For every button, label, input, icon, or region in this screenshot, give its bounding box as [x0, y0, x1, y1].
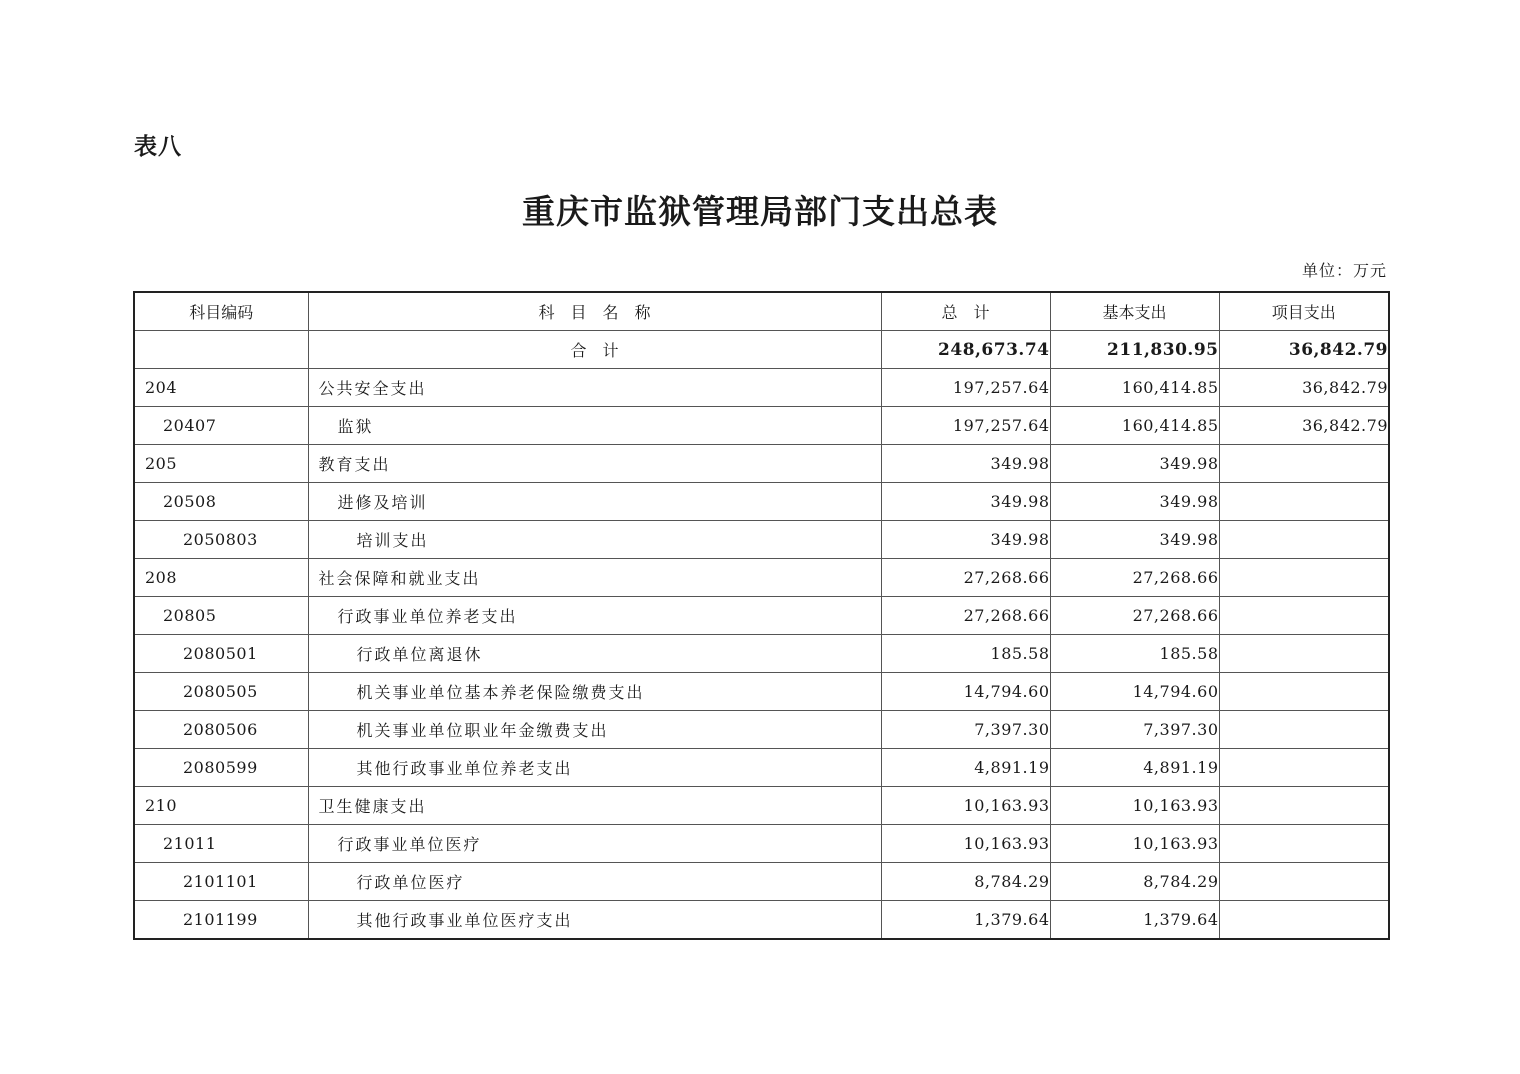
- table-row: [134, 483, 1389, 521]
- row-total: 197,257.64: [881, 407, 1050, 445]
- row-total: 349.98: [881, 445, 1050, 483]
- row-total: 349.98: [881, 483, 1050, 521]
- row-basic: 10,163.93: [1050, 825, 1219, 863]
- row-basic: 349.98: [1050, 445, 1219, 483]
- document-title: 重庆市监狱管理局部门支出总表: [522, 192, 998, 231]
- row-basic: 4,891.19: [1050, 749, 1219, 787]
- table-row: [134, 635, 1389, 673]
- table-row: [134, 711, 1389, 749]
- row-code: 2080501: [134, 635, 308, 673]
- table-row: [134, 825, 1389, 863]
- row-project: [1219, 445, 1389, 483]
- row-total: 10,163.93: [881, 825, 1050, 863]
- row-code: 205: [134, 445, 308, 483]
- row-code: 2101101: [134, 863, 308, 901]
- row-project: [1219, 559, 1389, 597]
- table-label: 表八: [134, 134, 182, 160]
- row-project: [1219, 825, 1389, 863]
- row-basic: 160,414.85: [1050, 407, 1219, 445]
- row-code: 2080506: [134, 711, 308, 749]
- row-total: 7,397.30: [881, 711, 1050, 749]
- table-row: [134, 863, 1389, 901]
- row-project: [1219, 635, 1389, 673]
- row-total: 185.58: [881, 635, 1050, 673]
- row-total: 1,379.64: [881, 901, 1050, 940]
- row-project: 36,842.79: [1219, 369, 1389, 407]
- row-basic: 160,414.85: [1050, 369, 1219, 407]
- table-row: [134, 749, 1389, 787]
- total-row-code: [134, 331, 308, 369]
- row-total: 27,268.66: [881, 597, 1050, 635]
- table-row: [134, 521, 1389, 559]
- row-code: 21011: [134, 825, 308, 863]
- total-row-basic: 211,830.95: [1050, 331, 1219, 369]
- row-name: 教育支出: [308, 445, 881, 483]
- row-basic: 14,794.60: [1050, 673, 1219, 711]
- row-code: 20508: [134, 483, 308, 521]
- total-row: [134, 331, 1389, 369]
- row-code: 204: [134, 369, 308, 407]
- row-basic: 349.98: [1050, 483, 1219, 521]
- row-name: 监狱: [308, 407, 881, 445]
- header-basic: 基本支出: [1050, 292, 1219, 331]
- table-body: [134, 331, 1389, 940]
- row-total: 14,794.60: [881, 673, 1050, 711]
- table-row: [134, 369, 1389, 407]
- unit-label: 单位：万元: [1301, 261, 1387, 280]
- row-name: 行政单位离退休: [308, 635, 881, 673]
- row-basic: 7,397.30: [1050, 711, 1219, 749]
- row-project: [1219, 749, 1389, 787]
- row-name: 社会保障和就业支出: [308, 559, 881, 597]
- row-name: 行政事业单位医疗: [308, 825, 881, 863]
- table-row: [134, 673, 1389, 711]
- table-row: [134, 407, 1389, 445]
- row-code: 20407: [134, 407, 308, 445]
- row-name: 其他行政事业单位养老支出: [308, 749, 881, 787]
- table-row: [134, 901, 1389, 940]
- row-code: 208: [134, 559, 308, 597]
- table-row: [134, 597, 1389, 635]
- row-code: 2101199: [134, 901, 308, 940]
- row-name: 公共安全支出: [308, 369, 881, 407]
- total-row-project: 36,842.79: [1219, 331, 1389, 369]
- row-total: 4,891.19: [881, 749, 1050, 787]
- row-project: [1219, 483, 1389, 521]
- table-row: [134, 787, 1389, 825]
- row-total: 197,257.64: [881, 369, 1050, 407]
- expenditure-table: [133, 291, 1390, 940]
- table-row: [134, 559, 1389, 597]
- row-basic: 27,268.66: [1050, 559, 1219, 597]
- row-basic: 1,379.64: [1050, 901, 1219, 940]
- row-project: [1219, 711, 1389, 749]
- header-name: 科 目 名 称: [308, 292, 881, 331]
- header-total: 总 计: [881, 292, 1050, 331]
- row-project: [1219, 787, 1389, 825]
- row-code: 20805: [134, 597, 308, 635]
- row-basic: 27,268.66: [1050, 597, 1219, 635]
- total-row-label: 合 计: [308, 331, 881, 369]
- row-project: [1219, 863, 1389, 901]
- row-total: 27,268.66: [881, 559, 1050, 597]
- row-total: 8,784.29: [881, 863, 1050, 901]
- row-name: 行政事业单位养老支出: [308, 597, 881, 635]
- row-code: 2050803: [134, 521, 308, 559]
- row-name: 培训支出: [308, 521, 881, 559]
- header-row: [134, 292, 1389, 331]
- row-basic: 10,163.93: [1050, 787, 1219, 825]
- row-code: 2080599: [134, 749, 308, 787]
- row-project: [1219, 597, 1389, 635]
- row-basic: 8,784.29: [1050, 863, 1219, 901]
- row-basic: 349.98: [1050, 521, 1219, 559]
- row-basic: 185.58: [1050, 635, 1219, 673]
- row-name: 其他行政事业单位医疗支出: [308, 901, 881, 940]
- table-row: [134, 445, 1389, 483]
- row-total: 349.98: [881, 521, 1050, 559]
- row-name: 行政单位医疗: [308, 863, 881, 901]
- row-name: 进修及培训: [308, 483, 881, 521]
- row-code: 2080505: [134, 673, 308, 711]
- row-project: [1219, 901, 1389, 940]
- table-header: [134, 292, 1389, 331]
- row-code: 210: [134, 787, 308, 825]
- row-total: 10,163.93: [881, 787, 1050, 825]
- row-project: [1219, 673, 1389, 711]
- row-name: 机关事业单位职业年金缴费支出: [308, 711, 881, 749]
- row-project: 36,842.79: [1219, 407, 1389, 445]
- row-project: [1219, 521, 1389, 559]
- header-project: 项目支出: [1219, 292, 1389, 331]
- row-name: 机关事业单位基本养老保险缴费支出: [308, 673, 881, 711]
- row-name: 卫生健康支出: [308, 787, 881, 825]
- header-code: 科目编码: [134, 292, 308, 331]
- total-row-total: 248,673.74: [881, 331, 1050, 369]
